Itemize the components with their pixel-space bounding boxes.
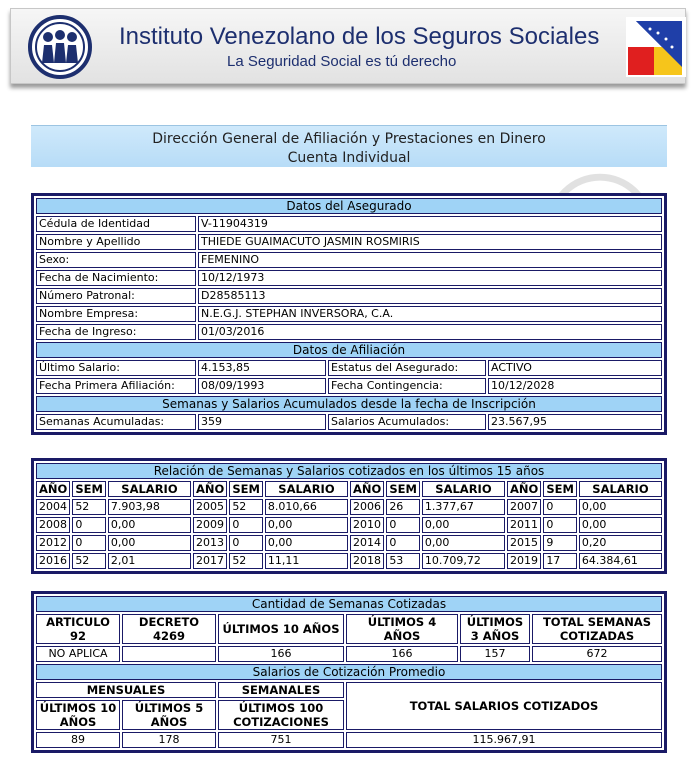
table-row — [36, 324, 662, 340]
value-cedula: V-11904319 — [198, 216, 662, 232]
col-semanales: SEMANALES — [218, 682, 344, 698]
table-row — [36, 378, 662, 394]
cell-ano: 2013 — [193, 535, 227, 551]
cell-salario: 0,00 — [422, 517, 505, 533]
label-ultimo-salario: Último Salario: — [36, 360, 196, 376]
cell-salario: 0,00 — [108, 535, 191, 551]
cell-ano: 2008 — [36, 517, 70, 533]
table-row — [36, 234, 662, 250]
cell-sem: 0 — [386, 517, 420, 533]
value-primera-afiliacion: 08/09/1993 — [198, 378, 326, 394]
label-cedula: Cédula de Identidad — [36, 216, 196, 232]
value-nombre: THIEDE GUAIMACUTO JASMIN ROSMIRIS — [198, 234, 662, 250]
cell-sem: 53 — [386, 553, 420, 569]
label-salarios-acumulados: Salarios Acumulados: — [328, 414, 486, 430]
section-relacion: Relación de Semanas y Salarios cotizados en los últimos 15 años — [36, 463, 662, 479]
cell-salario: 10.709,72 — [422, 553, 505, 569]
ivss-logo-icon — [28, 15, 92, 79]
cell-salario: 8.010,66 — [265, 499, 348, 515]
table-row — [36, 517, 662, 533]
cell-salario: 64.384,61 — [579, 553, 662, 569]
cell-salario: 0,00 — [265, 517, 348, 533]
table-row — [36, 360, 662, 376]
col-ultimos-10: ÚLTIMOS 10 AÑOS — [218, 614, 344, 644]
label-primera-afiliacion: Fecha Primera Afiliación: — [36, 378, 196, 394]
cell-ano: 2009 — [193, 517, 227, 533]
section-acumulados: Semanas y Salarios Acumulados desde la fecha de Inscripción — [36, 396, 662, 412]
section-datos-asegurado: Datos del Asegurado — [36, 198, 662, 214]
col-sem: SEM — [386, 481, 420, 497]
cell-ano: 2007 — [507, 499, 541, 515]
label-ingreso: Fecha de Ingreso: — [36, 324, 196, 340]
cell-sem: 0 — [229, 517, 263, 533]
value-salarios-acumulados: 23.567,95 — [488, 414, 662, 430]
col-salario: SALARIO — [579, 481, 662, 497]
value-total-salarios: 115.967,91 — [346, 732, 662, 748]
cell-salario: 11,11 — [265, 553, 348, 569]
col-sem: SEM — [72, 481, 106, 497]
col-ano: AÑO — [507, 481, 541, 497]
cell-sem: 52 — [229, 553, 263, 569]
cell-ano: 2006 — [350, 499, 384, 515]
value-contingencia: 10/12/2028 — [488, 378, 662, 394]
value-patronal: D28585113 — [198, 288, 662, 304]
cell-sem: 0 — [386, 535, 420, 551]
table-row — [36, 270, 662, 286]
label-patronal: Número Patronal: — [36, 288, 196, 304]
value-articulo: NO APLICA — [36, 646, 120, 662]
label-estatus: Estatus del Asegurado: — [328, 360, 486, 376]
cell-ano: 2011 — [507, 517, 541, 533]
value-decreto — [122, 646, 216, 662]
value-nacimiento: 10/12/1973 — [198, 270, 662, 286]
label-contingencia: Fecha Contingencia: — [328, 378, 486, 394]
table-row — [36, 535, 662, 551]
col-ano: AÑO — [193, 481, 227, 497]
table-row — [36, 553, 662, 569]
section-promedio: Salarios de Cotización Promedio — [36, 664, 662, 680]
cell-salario: 0,00 — [579, 517, 662, 533]
cell-ano: 2019 — [507, 553, 541, 569]
cell-sem: 0 — [72, 535, 106, 551]
value-semanas-acumuladas: 359 — [198, 414, 326, 430]
cell-sem: 0 — [543, 517, 577, 533]
cell-sem: 17 — [543, 553, 577, 569]
col-ultimos-5-anos: ÚLTIMOS 5 AÑOS — [122, 700, 216, 730]
col-ultimos-3: ÚLTIMOS 3 AÑOS — [460, 614, 530, 644]
col-ano: AÑO — [36, 481, 70, 497]
cell-ano: 2018 — [350, 553, 384, 569]
table-row — [36, 252, 662, 268]
table-row — [36, 288, 662, 304]
institute-slogan: La Seguridad Social es tú derecho — [227, 53, 457, 70]
cell-salario: 0,00 — [422, 535, 505, 551]
col-salario: SALARIO — [422, 481, 505, 497]
col-ultimos-10-anos: ÚLTIMOS 10 AÑOS — [36, 700, 120, 730]
cell-ano: 2016 — [36, 553, 70, 569]
cell-ano: 2017 — [193, 553, 227, 569]
label-nombre: Nombre y Apellido — [36, 234, 196, 250]
col-total-salarios: TOTAL SALARIOS COTIZADOS — [346, 682, 662, 730]
asegurado-table — [31, 193, 667, 435]
value-ultimos-10: 166 — [218, 646, 344, 662]
section-datos-afiliacion: Datos de Afiliación — [36, 342, 662, 358]
cell-salario: 0,20 — [579, 535, 662, 551]
cantidad-table — [31, 591, 667, 753]
table-row — [36, 646, 662, 662]
cell-ano: 2014 — [350, 535, 384, 551]
table-row — [36, 499, 662, 515]
cell-ano: 2004 — [36, 499, 70, 515]
value-prom-ultimos-5: 178 — [122, 732, 216, 748]
label-sexo: Sexo: — [36, 252, 196, 268]
value-prom-ultimos-10: 89 — [36, 732, 120, 748]
table-row — [36, 414, 662, 430]
cell-salario: 0,00 — [108, 517, 191, 533]
page-title-line2: Cuenta Individual — [287, 150, 411, 166]
cell-sem: 0 — [229, 535, 263, 551]
label-nacimiento: Fecha de Nacimiento: — [36, 270, 196, 286]
cell-salario: 1.377,67 — [422, 499, 505, 515]
cell-salario: 0,00 — [265, 535, 348, 551]
cell-sem: 0 — [543, 499, 577, 515]
cell-salario: 7.903,98 — [108, 499, 191, 515]
col-articulo: ARTICULO 92 — [36, 614, 120, 644]
value-prom-ultimos-100: 751 — [218, 732, 344, 748]
col-sem: SEM — [543, 481, 577, 497]
value-ultimos-3: 157 — [460, 646, 530, 662]
page-title-line1: Dirección General de Afiliación y Prestaciones en Dinero — [152, 131, 546, 147]
col-total-semanas: TOTAL SEMANAS COTIZADAS — [532, 614, 662, 644]
value-sexo: FEMENINO — [198, 252, 662, 268]
col-ultimos-4: ÚLTIMOS 4 AÑOS — [346, 614, 458, 644]
cell-sem: 26 — [386, 499, 420, 515]
cell-sem: 52 — [229, 499, 263, 515]
table-row — [36, 216, 662, 232]
col-decreto: DECRETO 4269 — [122, 614, 216, 644]
cell-sem: 0 — [72, 517, 106, 533]
page-title — [31, 125, 667, 167]
section-cantidad: Cantidad de Semanas Cotizadas — [36, 596, 662, 612]
value-total-semanas: 672 — [532, 646, 662, 662]
cell-ano: 2005 — [193, 499, 227, 515]
cell-ano: 2010 — [350, 517, 384, 533]
cell-sem: 52 — [72, 553, 106, 569]
col-sem: SEM — [229, 481, 263, 497]
value-ingreso: 01/03/2016 — [198, 324, 662, 340]
relacion-table — [31, 458, 667, 574]
value-empresa: N.E.G.J. STEPHAN INVERSORA, C.A. — [198, 306, 662, 322]
table-header-row — [36, 682, 662, 698]
value-estatus: ACTIVO — [488, 360, 662, 376]
venezuela-flag-icon — [626, 17, 686, 77]
label-empresa: Nombre Empresa: — [36, 306, 196, 322]
table-row — [36, 306, 662, 322]
value-ultimos-4: 166 — [346, 646, 458, 662]
institute-title: Instituto Venezolano de los Seguros Sociales — [119, 23, 600, 50]
table-header-row — [36, 614, 662, 644]
cell-salario: 2,01 — [108, 553, 191, 569]
cell-sem: 52 — [72, 499, 106, 515]
table-row — [36, 732, 662, 748]
col-salario: SALARIO — [108, 481, 191, 497]
cell-salario: 0,00 — [579, 499, 662, 515]
col-mensuales: MENSUALES — [36, 682, 216, 698]
label-semanas-acumuladas: Semanas Acumuladas: — [36, 414, 196, 430]
cell-sem: 9 — [543, 535, 577, 551]
cell-ano: 2012 — [36, 535, 70, 551]
cell-ano: 2015 — [507, 535, 541, 551]
table-header-row — [36, 481, 662, 497]
value-ultimo-salario: 4.153,85 — [198, 360, 326, 376]
col-salario: SALARIO — [265, 481, 348, 497]
header-banner — [10, 8, 686, 84]
col-ultimos-100: ÚLTIMOS 100 COTIZACIONES — [218, 700, 344, 730]
col-ano: AÑO — [350, 481, 384, 497]
